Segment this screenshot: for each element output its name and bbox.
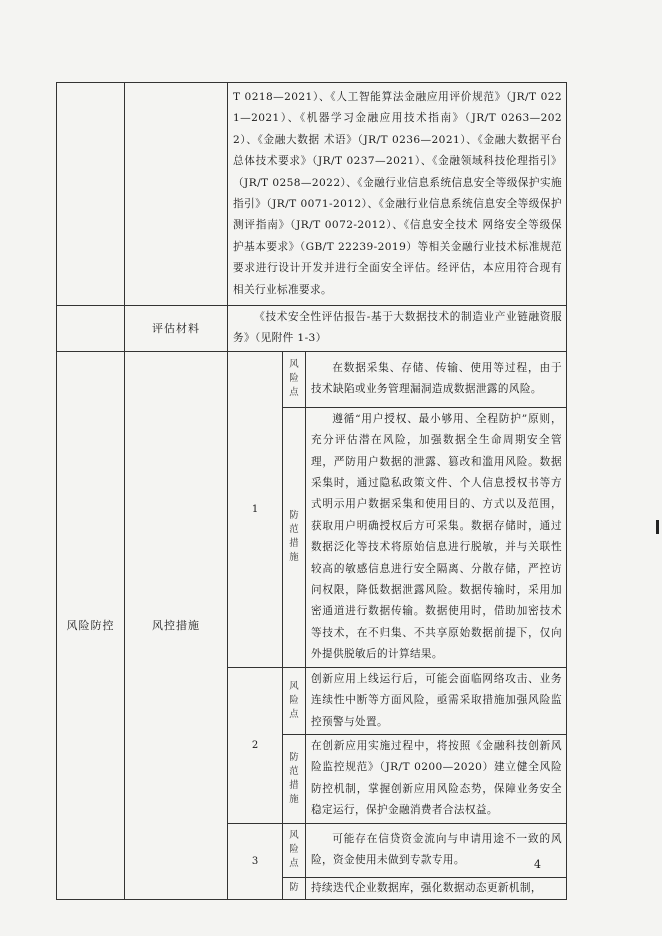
empty-cell (125, 83, 228, 306)
item-number: 2 (228, 667, 283, 823)
page-number: 4 (534, 858, 541, 871)
measure-label: 防 (283, 877, 306, 899)
evaluation-text: 《技术安全性评估报告-基于大数据技术的制造业产业链融资服务》（见附件 1-3） (233, 311, 562, 345)
risk-point-text: 创新应用上线运行后，可能会面临网络攻击、业务连续性中断等方面风险，亟需采取措施加强风险监控预警与处置。 (311, 672, 562, 728)
standards-text: T 0218—2021）、《人工智能算法金融应用评价规范》（JR/T 0221—2021）、《机器学习金融应用技术指南》（JR/T 0263—2022）、《金融大数据 术语》（JR/T 0236—2021）、《金融大数据平台总体技术要求》（JR/T 0237—2021）、《金融领域科技伦理指引》（JR/T 0258—2022）、《金融行业信息系统信息安全等级保护实施指引》（JR/T 0071-2012）、《金融行业信息系统信息安全等级保护测评指南》（JR/T 0072-2012）、《信息安全技术 网络安全等级保护基本要求》（GB/T 22239-2019）等相关金融行业技术标准规范要求进行设计开发并进行全面安全评估。经评估，本应用符合现有相关行业标准要求。 (233, 90, 562, 296)
document-table (56, 82, 567, 900)
risk-point-label: 风 险 点 (283, 667, 306, 734)
measure-text: 在创新应用实施过程中，将按照《金融科技创新风险监控规范》（JR/T 0200—2020）建立健全风险防控机制，掌握创新应用风险态势，保障业务安全稳定运行，保护金融消费者合法权益。 (311, 739, 562, 817)
risk-point-label: 风 险 点 (283, 823, 306, 877)
table-row (57, 306, 567, 352)
risk-point-text: 在数据采集、存储、传输、使用等过程，由于技术缺陷或业务管理漏洞造成数据泄露的风险。 (311, 361, 562, 396)
measure-label: 防 范 措 施 (283, 734, 306, 823)
evaluation-label: 评估材料 (125, 306, 228, 352)
measure-text: 遵循“用户授权、最小够用、全程防护”原则，充分评估潜在风险，加强数据全生命周期安全管理，严防用户数据的泄露、篡改和滥用风险。数据采集时，通过隐私政策文件、个人信息授权书等方式明示用户数据采集和使用目的、方式以及范围，获取用户明确授权后方可采集。数据存储时，通过数据泛化等技术将原始信息进行脱敏，并与关联性较高的敏感信息进行安全隔离、分散存储，严控访问权限，降低数据泄露风险。数据传输时，采用加密通道进行数据传输。数据使用时，借助加密技术等技术，在不归集、不共享原始数据前提下，仅向外提供脱敏后的计算结果。 (311, 412, 562, 661)
empty-cell (57, 83, 125, 306)
risk-control-category: 风险防控 (57, 351, 125, 899)
item-number: 1 (228, 351, 283, 667)
risk-measures-subcategory: 风控措施 (125, 351, 228, 899)
table-row (57, 83, 567, 306)
risk-point-label: 风 险 点 (283, 351, 306, 407)
standards-cell (228, 83, 567, 306)
scan-edge-mark (656, 520, 659, 534)
measure-label: 防 范 措 施 (283, 407, 306, 667)
item-number: 3 (228, 823, 283, 899)
measure-text: 持续迭代企业数据库，强化数据动态更新机制， (311, 882, 542, 895)
empty-cell (57, 306, 125, 352)
risk-point-text: 可能存在信贷资金流向与申请用途不一致的风险，资金使用未做到专款专用。 (311, 832, 562, 867)
table-row (57, 351, 567, 407)
